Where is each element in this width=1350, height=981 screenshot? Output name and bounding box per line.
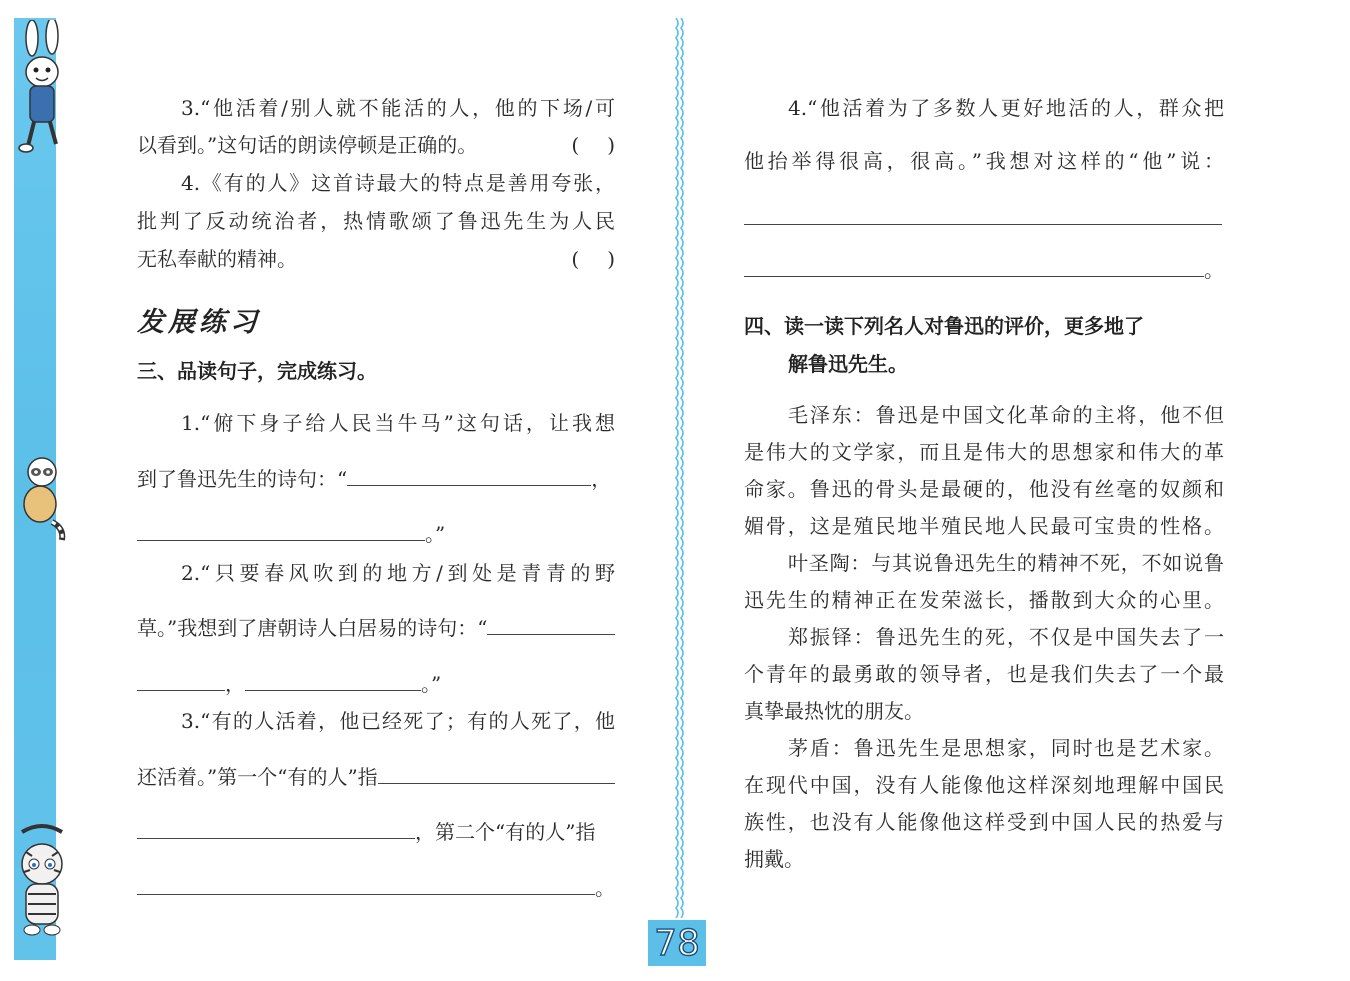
quote-line: 叶圣陶：与其说鲁迅先生的精神不死，不如说鲁 (788, 551, 1224, 575)
question-4-line-1: 4.《有的人》这首诗最大的特点是善用夸张， (181, 171, 615, 195)
quote-line: 迅先生的精神正在发荣滋长，播散到大众的心里。 (744, 588, 1224, 612)
answer-blank[interactable] (378, 764, 615, 784)
question-4-line-2: 批判了反动统治者，热情歌颂了鲁迅先生为人民 (137, 209, 615, 233)
tiger-mascot-icon (12, 822, 72, 940)
exercise-2-line-1: 2.“只要春风吹到的地方/到处是青青的野 (181, 561, 615, 585)
question-4-line-3: 无私奉献的精神。 ( ) (137, 247, 615, 271)
quote-line: 命家。鲁迅的骨头是最硬的，他没有丝毫的奴颜和 (744, 477, 1224, 501)
exercise-4-line-2: 他抬举得很高，很高。”我想对这样的“他”说： (744, 149, 1224, 173)
answer-blank[interactable] (137, 875, 595, 895)
quote-line: 在现代中国，没有人能像他这样深刻地理解中国民 (744, 773, 1224, 797)
quote-line: 拥戴。 (744, 847, 804, 871)
quote-line: 是伟大的文学家，而且是伟大的思想家和伟大的革 (744, 440, 1224, 464)
answer-parentheses[interactable]: ( ) (571, 133, 615, 157)
answer-blank[interactable] (744, 257, 1204, 277)
question-3-line-2: 以看到。”这句话的朗读停顿是正确的。 ( ) (137, 133, 615, 157)
answer-blank[interactable] (347, 466, 591, 486)
quote-line: 个青年的最勇敢的领导者，也是我们失去了一个最 (744, 662, 1224, 686)
answer-line[interactable] (744, 224, 1222, 225)
raccoon-mascot-icon (12, 452, 72, 544)
answer-blank[interactable] (137, 819, 415, 839)
exercise-3-line-2: 还活着。”第一个“有的人”指 (137, 764, 615, 790)
page-fold-wavy-divider (671, 18, 687, 918)
exercise-4-line-1: 4.“他活着为了多数人更好地活的人，群众把 (788, 96, 1224, 120)
exercise-1-line-1: 1.“俯下身子给人民当牛马”这句话，让我想 (181, 411, 615, 435)
answer-blank[interactable] (137, 671, 225, 691)
answer-blank[interactable] (487, 615, 615, 635)
exercise-1-line-2: 到了鲁迅先生的诗句：“ ， (137, 467, 612, 491)
rabbit-mascot-icon (12, 20, 72, 160)
exercise-3-line-4: 。 (137, 875, 615, 901)
exercise-4-line-4: 。 (744, 257, 1224, 283)
part-4-heading-line-1: 四、读一读下列名人对鲁迅的评价，更多地了 (744, 314, 1144, 338)
quote-line: 真挚最热忱的朋友。 (744, 699, 924, 723)
quote-line: 郑振铎：鲁迅先生的死，不仅是中国失去了一 (788, 625, 1224, 649)
quote-line: 族性，也没有人能像他这样受到中国人民的热爱与 (744, 810, 1224, 834)
exercise-3-line-3: ，第二个“有的人”指 (137, 819, 615, 845)
exercise-1-line-3: 。” (137, 521, 615, 547)
page-number: 78 (648, 920, 706, 966)
part-4-heading-line-2: 解鲁迅先生。 (788, 352, 908, 376)
quote-line: 茅盾：鲁迅先生是思想家，同时也是艺术家。 (788, 736, 1224, 760)
answer-parentheses[interactable]: ( ) (571, 247, 615, 271)
exercise-2-line-2: 草。”我想到了唐朝诗人白居易的诗句：“ (137, 615, 615, 641)
section-title: 发展练习 (137, 307, 261, 338)
quote-line: 毛泽东：鲁迅是中国文化革命的主将，他不但 (788, 403, 1224, 427)
question-3-line-1: 3.“他活着/别人就不能活的人，他的下场/可 (181, 96, 615, 120)
quote-line: 媚骨，这是殖民地半殖民地人民最可宝贵的性格。 (744, 514, 1224, 538)
exercise-2-line-3: ， 。” (137, 671, 615, 697)
answer-blank[interactable] (137, 521, 425, 541)
answer-blank[interactable] (245, 671, 421, 691)
exercise-3-line-1: 3.“有的人活着，他已经死了；有的人死了，他 (181, 709, 615, 733)
part-3-heading: 三、品读句子，完成练习。 (137, 359, 377, 383)
